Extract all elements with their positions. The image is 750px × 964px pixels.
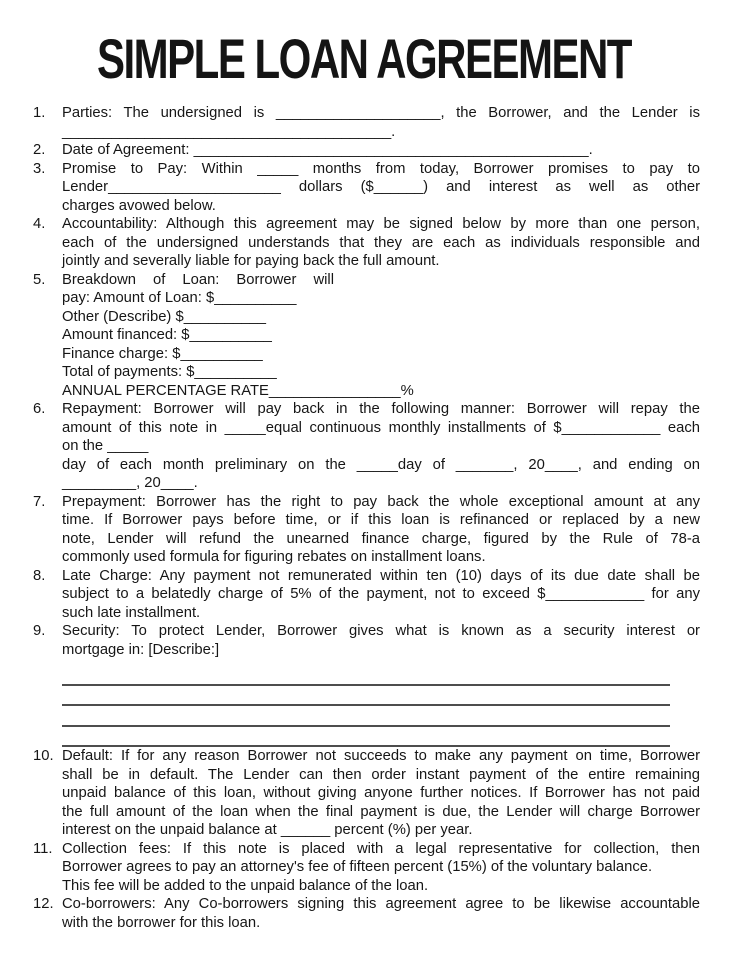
item-line: Collection fees: If this note is placed with a legal representative for collection, then xyxy=(62,840,700,857)
item-line: Promise to Pay: Within _____ months from today, Borrower promises to pay to xyxy=(62,160,700,177)
item-line: time. If Borrower pays before time, or if this loan is refinanced or replaced by a new xyxy=(62,512,700,528)
item-line: ________________________________________. xyxy=(62,123,396,140)
item-line: Accountability: Although this agreement may be signed below by more than one person, xyxy=(62,216,700,232)
item-line: subject to a belatedly charge of 5% of the payment, not to exceed $____________ for any xyxy=(62,586,700,602)
item-number: 8. xyxy=(33,567,46,584)
item-number: 10. xyxy=(33,748,54,764)
item-line: amount of this note in _____equal continuous monthly installments of $____________ each xyxy=(62,419,700,436)
item-line: Default: If for any reason Borrower not succeeds to make any payment on time, Borrower xyxy=(62,748,700,764)
item-line: Prepayment: Borrower has the right to pay back the whole exceptional amount at any xyxy=(62,493,700,510)
agreement-item-breakdown-of-loan xyxy=(33,271,700,401)
agreement-item-promise-to-pay xyxy=(33,160,700,216)
item-line: such late installment. xyxy=(62,604,201,621)
item-body xyxy=(62,400,700,493)
item-line: This fee will be added to the unpaid balance of the loan. xyxy=(62,877,429,894)
item-body xyxy=(62,622,700,747)
item-number: 9. xyxy=(33,623,46,639)
item-line: day of each month preliminary on the _____day of _______, 20____, and ending on xyxy=(62,456,700,473)
item-line: Amount financed: $__________ xyxy=(62,327,272,343)
agreement-item-parties xyxy=(33,104,700,141)
item-line: Date of Agreement: ________________________________________________. xyxy=(62,142,593,158)
item-line: note, Lender will refund the unearned finance charge, figured by the Rule of 78-a xyxy=(62,530,700,547)
item-number: 4. xyxy=(33,216,46,232)
agreement-item-collection-fees xyxy=(33,840,700,896)
blank-line xyxy=(62,686,670,707)
item-line: Repayment: Borrower will pay back in the following manner: Borrower will repay the xyxy=(62,401,700,417)
item-body xyxy=(62,567,700,623)
agreement-item-security xyxy=(33,622,700,747)
item-line: Breakdown of Loan: Borrower will xyxy=(62,271,334,288)
item-line: Borrower agrees to pay an attorney's fee of fifteen percent (15%) of the voluntary balance. xyxy=(62,859,653,875)
document-header xyxy=(0,26,750,88)
agreement-item-date-of-agreement xyxy=(33,141,700,160)
blank-line xyxy=(62,665,670,686)
agreement-item-late-charge xyxy=(33,567,700,623)
item-line: ANNUAL PERCENTAGE RATE________________% xyxy=(62,382,414,399)
item-line: on the _____ xyxy=(62,438,149,454)
item-line: _________, 20____. xyxy=(62,475,198,491)
item-line: Other (Describe) $__________ xyxy=(62,308,266,325)
item-line: commonly used formula for figuring rebates on installment loans. xyxy=(62,549,486,565)
item-line: the full amount of the loan when the final payment is due, the Lender will charge Borrower xyxy=(62,803,700,820)
item-body xyxy=(62,104,700,141)
item-line: Finance charge: $__________ xyxy=(62,345,263,362)
item-line: interest on the unpaid balance at ______ percent (%) per year. xyxy=(62,822,473,838)
item-line: Parties: The undersigned is ____________________, the Borrower, and the Lender is xyxy=(62,105,700,121)
item-number: 1. xyxy=(33,105,46,121)
item-number: 7. xyxy=(33,493,46,510)
agreement-item-repayment xyxy=(33,400,700,493)
agreement-item-prepayment xyxy=(33,493,700,567)
agreement-item-accountability xyxy=(33,215,700,271)
item-body xyxy=(62,747,700,840)
item-line: charges avowed below. xyxy=(62,197,216,214)
item-line: mortgage in: [Describe:] xyxy=(62,641,220,658)
item-line: unpaid balance of this loan, without giving anyone further notices. If Borrower has not paid xyxy=(62,785,700,801)
item-body xyxy=(62,840,700,896)
item-body xyxy=(62,141,700,160)
agreement-items-list xyxy=(0,104,750,932)
item-number: 6. xyxy=(33,401,46,417)
blank-line xyxy=(62,727,670,748)
item-body xyxy=(62,895,700,932)
item-number: 5. xyxy=(33,271,46,288)
agreement-item-default xyxy=(33,747,700,840)
item-line: Lender_____________________ dollars ($______) and interest as well as other xyxy=(62,179,700,195)
item-body xyxy=(62,493,700,567)
item-body xyxy=(62,215,700,271)
item-line: Total of payments: $__________ xyxy=(62,364,277,380)
item-line: Co-borrowers: Any Co-borrowers signing this agreement agree to be likewise accountable xyxy=(62,896,700,912)
item-number: 2. xyxy=(33,142,46,158)
item-number: 11. xyxy=(33,840,53,857)
document-title: SIMPLE LOAN AGREEMENT xyxy=(97,27,631,90)
item-line: Late Charge: Any payment not remunerated within ten (10) days of its due date shall be xyxy=(62,567,700,584)
item-body xyxy=(62,160,700,216)
item-line: pay: Amount of Loan: $__________ xyxy=(62,290,297,306)
item-line: with the borrower for this loan. xyxy=(62,914,261,931)
fill-in-blank-lines xyxy=(62,665,700,747)
item-number: 12. xyxy=(33,896,54,912)
blank-line xyxy=(62,706,670,727)
agreement-item-co-borrowers xyxy=(33,895,700,932)
item-line: Security: To protect Lender, Borrower gives what is known as a security interest or xyxy=(62,623,700,639)
item-number: 3. xyxy=(33,160,46,177)
item-line: shall be in default. The Lender can then order instant payment of the entire remaining xyxy=(62,766,700,783)
item-line: jointly and severally liable for paying back the full amount. xyxy=(62,253,440,269)
item-body xyxy=(62,271,700,401)
item-line: each of the undersigned understands that they are each as individuals responsible and xyxy=(62,234,700,251)
